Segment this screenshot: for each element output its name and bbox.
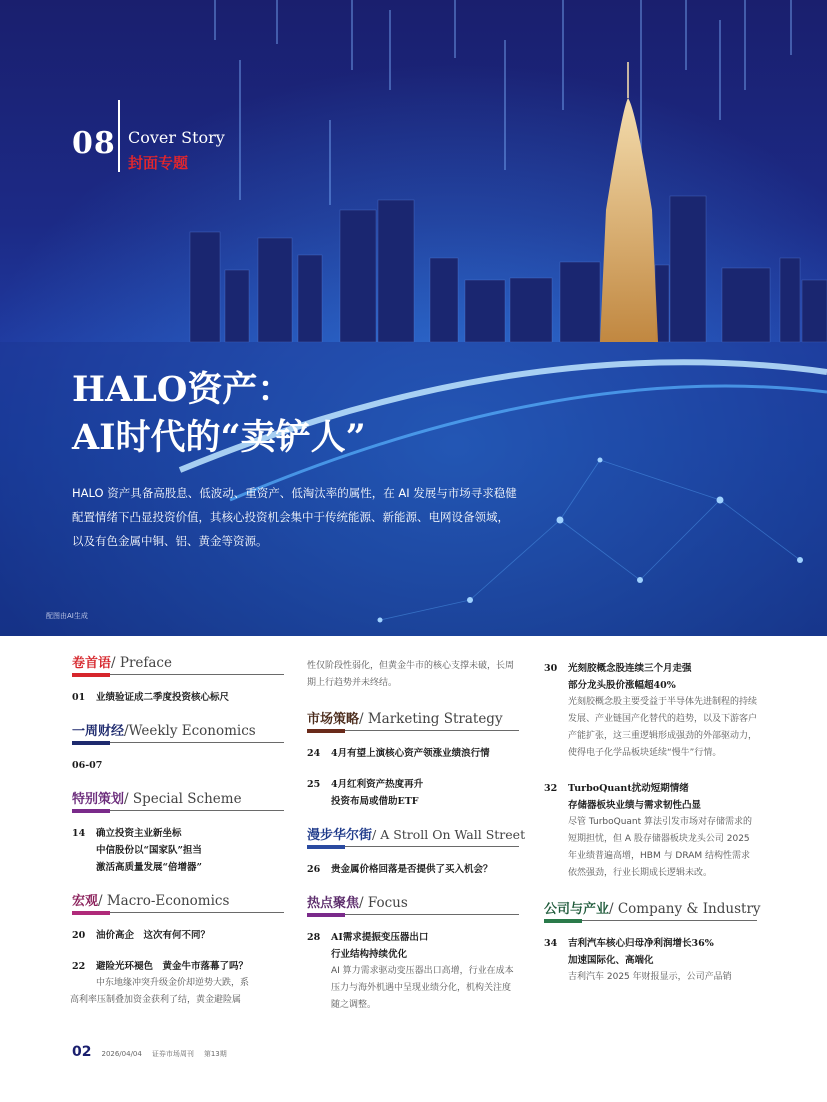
toc-entry[interactable] [72, 757, 284, 774]
toc-column-1 [72, 648, 284, 1009]
entry-summary: 吉利汽车 2025 年财报显示，公司产品销 [568, 972, 732, 982]
cover-headline-line-1: HALO资产： [72, 369, 293, 410]
cover-story-label-en: Cover Story [128, 128, 225, 147]
section-focus-en: / Focus [359, 895, 408, 911]
section-weekly-en: /Weekly Economics [124, 723, 256, 739]
entry-title: 吉利汽车核心归母净利润增长36% [568, 938, 714, 949]
toc-entry[interactable] [72, 927, 284, 944]
entry-summary: 高利率压制叠加资金获利了结，黄金避险属 [70, 995, 242, 1005]
entry-page: 20 [72, 930, 86, 941]
entry-page: 32 [544, 783, 558, 794]
section-special-en: / Special Scheme [124, 791, 242, 807]
toc-entry[interactable] [307, 776, 519, 810]
entry-title-line: 中信股份以“国家队”担当 [96, 845, 202, 856]
toc-entry[interactable] [72, 825, 284, 876]
section-special-cn: 特别策划 [72, 792, 125, 807]
entry-page: 06-07 [72, 760, 103, 771]
toc-entry[interactable] [307, 745, 519, 762]
entry-summary: 光刻胶概念股主要受益于半导体先进制程的持续发展、产业链国产化替代的趋势，以及下游客户产能扩张，这三重逻辑形成强劲的外部驱动力，使得电子化学品板块延续“慢牛”行情。 [568, 697, 758, 758]
entry-title: 避险光环褪色 黄金牛市落幕了吗？ [96, 961, 249, 972]
entry-summary-continued: 性仅阶段性弱化，但黄金牛市的核心支撑未破，长周期上行趋势并未终结。 [307, 661, 515, 688]
toc-entry[interactable] [544, 660, 757, 762]
section-accent-bar [72, 741, 110, 745]
entry-title-line: 行业结构持续优化 [331, 949, 408, 960]
section-marketing-en: / Marketing Strategy [359, 711, 503, 727]
cover-headline-line-2: AI时代的“卖铲人” [72, 417, 366, 458]
publication-name: 证券市场周刊 [151, 1050, 194, 1058]
entry-summary: 中东地缘冲突升级金价却逆势大跌，系 [96, 978, 250, 988]
section-wallstreet-en: / A Stroll On Wall Street [372, 827, 526, 842]
section-macro-cn: 宏观 [72, 894, 99, 909]
image-credit: 配图由AI生成 [46, 612, 88, 620]
section-company-en: / Company & Industry [609, 901, 761, 917]
entry-summary: 尽管 TurboQuant 算法引发市场对存储需求的短期担忧，但 A 股存储器板块龙头公司 2025 年业绩普遍高增，HBM 与 DRAM 结构性需求依然强劲，行业长期成长逻辑未改。 [568, 817, 753, 878]
entry-page: 22 [72, 961, 86, 972]
section-accent-bar [72, 911, 110, 915]
entry-title-line: 存储器板块业绩与需求韧性凸显 [568, 800, 702, 811]
toc-entry[interactable] [544, 935, 757, 986]
section-accent-bar [307, 913, 345, 917]
toc-entry[interactable] [307, 929, 519, 1014]
entry-page: 34 [544, 938, 558, 949]
entry-page: 30 [544, 663, 558, 674]
entry-title: 油价高企 这次有何不同？ [96, 930, 211, 941]
section-marketing-cn: 市场策略 [307, 712, 360, 727]
toc-entry[interactable] [544, 780, 757, 882]
section-company-cn: 公司与产业 [544, 902, 610, 917]
section-preface-en: / Preface [111, 655, 172, 671]
section-macro-en: / Macro-Economics [98, 893, 230, 909]
section-marketing-strategy [307, 708, 519, 731]
entry-page: 01 [72, 692, 86, 703]
section-accent-bar [544, 919, 582, 923]
section-wallstreet-cn: 漫步华尔街 [307, 828, 373, 843]
entry-title-line: 投资布局或借助ETF [331, 796, 419, 807]
entry-title-line: 激活高质量发展“倍增器” [96, 862, 202, 873]
entry-page: 24 [307, 748, 321, 759]
section-accent-bar [307, 729, 345, 733]
entry-title: 贵金属价格回落是否提供了买入机会？ [331, 864, 493, 875]
section-weekly-cn: 一周财经 [72, 724, 125, 739]
page-footer [72, 1044, 227, 1060]
section-company-industry [544, 898, 761, 921]
entry-page: 28 [307, 932, 321, 943]
entry-page: 26 [307, 864, 321, 875]
section-preface-cn: 卷首语 [72, 656, 112, 671]
section-macro-economics [72, 890, 284, 913]
entry-title: 确立投资主业新坐标 [96, 828, 182, 839]
entry-title-line: 加速国际化、高端化 [568, 955, 654, 966]
entry-title-line: 部分龙头股价涨幅超40% [568, 680, 676, 691]
cover-story-divider [118, 100, 120, 172]
entry-title: 光刻胶概念股连续三个月走强 [568, 663, 692, 674]
entry-title: TurboQuant扰动短期情绪 [568, 783, 689, 794]
section-accent-bar [72, 673, 110, 677]
entry-summary: AI 算力需求驱动变压器出口高增，行业在成本压力与海外机遇中呈现业绩分化，机构关注度随之调整。 [331, 966, 514, 1010]
section-focus [307, 892, 519, 915]
section-accent-bar [307, 845, 345, 849]
cover-summary: HALO 资产具备高股息、低波动、重资产、低淘汰率的属性，在 AI 发展与市场寻求稳健配置情绪下凸显投资价值，其核心投资机会集中于传统能源、新能源、电网设备领域，以及有色金属中铜、铝、黄金等资源。 [72, 486, 517, 548]
cover-headline[interactable] [72, 366, 366, 462]
cover-story-page-number: 08 [72, 126, 116, 161]
section-accent-bar [72, 809, 110, 813]
toc-entry[interactable] [72, 958, 284, 1009]
section-preface [72, 652, 284, 675]
page-number: 02 [72, 1044, 92, 1060]
section-wall-street [307, 824, 526, 847]
toc-column-2 [307, 658, 526, 1028]
section-weekly-economics [72, 720, 284, 743]
toc-entry[interactable] [307, 861, 519, 878]
entry-title: 4月有望上演核心资产领涨业绩浪行情 [331, 748, 490, 759]
entry-title: 4月红利资产热度再升 [331, 779, 424, 790]
toc-entry[interactable] [72, 689, 284, 706]
section-special-scheme [72, 788, 284, 811]
issue-number: 第13期 [203, 1050, 227, 1058]
section-focus-cn: 热点聚焦 [307, 896, 360, 911]
entry-title: 业绩验证成二季度投资核心标尺 [96, 692, 230, 703]
entry-page: 25 [307, 779, 321, 790]
entry-title: AI需求提振变压器出口 [331, 932, 429, 943]
entry-page: 14 [72, 828, 86, 839]
issue-date: 2026/04/04 [101, 1050, 142, 1058]
toc-column-3 [544, 660, 761, 1000]
cover-story-label-cn: 封面专题 [128, 154, 189, 172]
